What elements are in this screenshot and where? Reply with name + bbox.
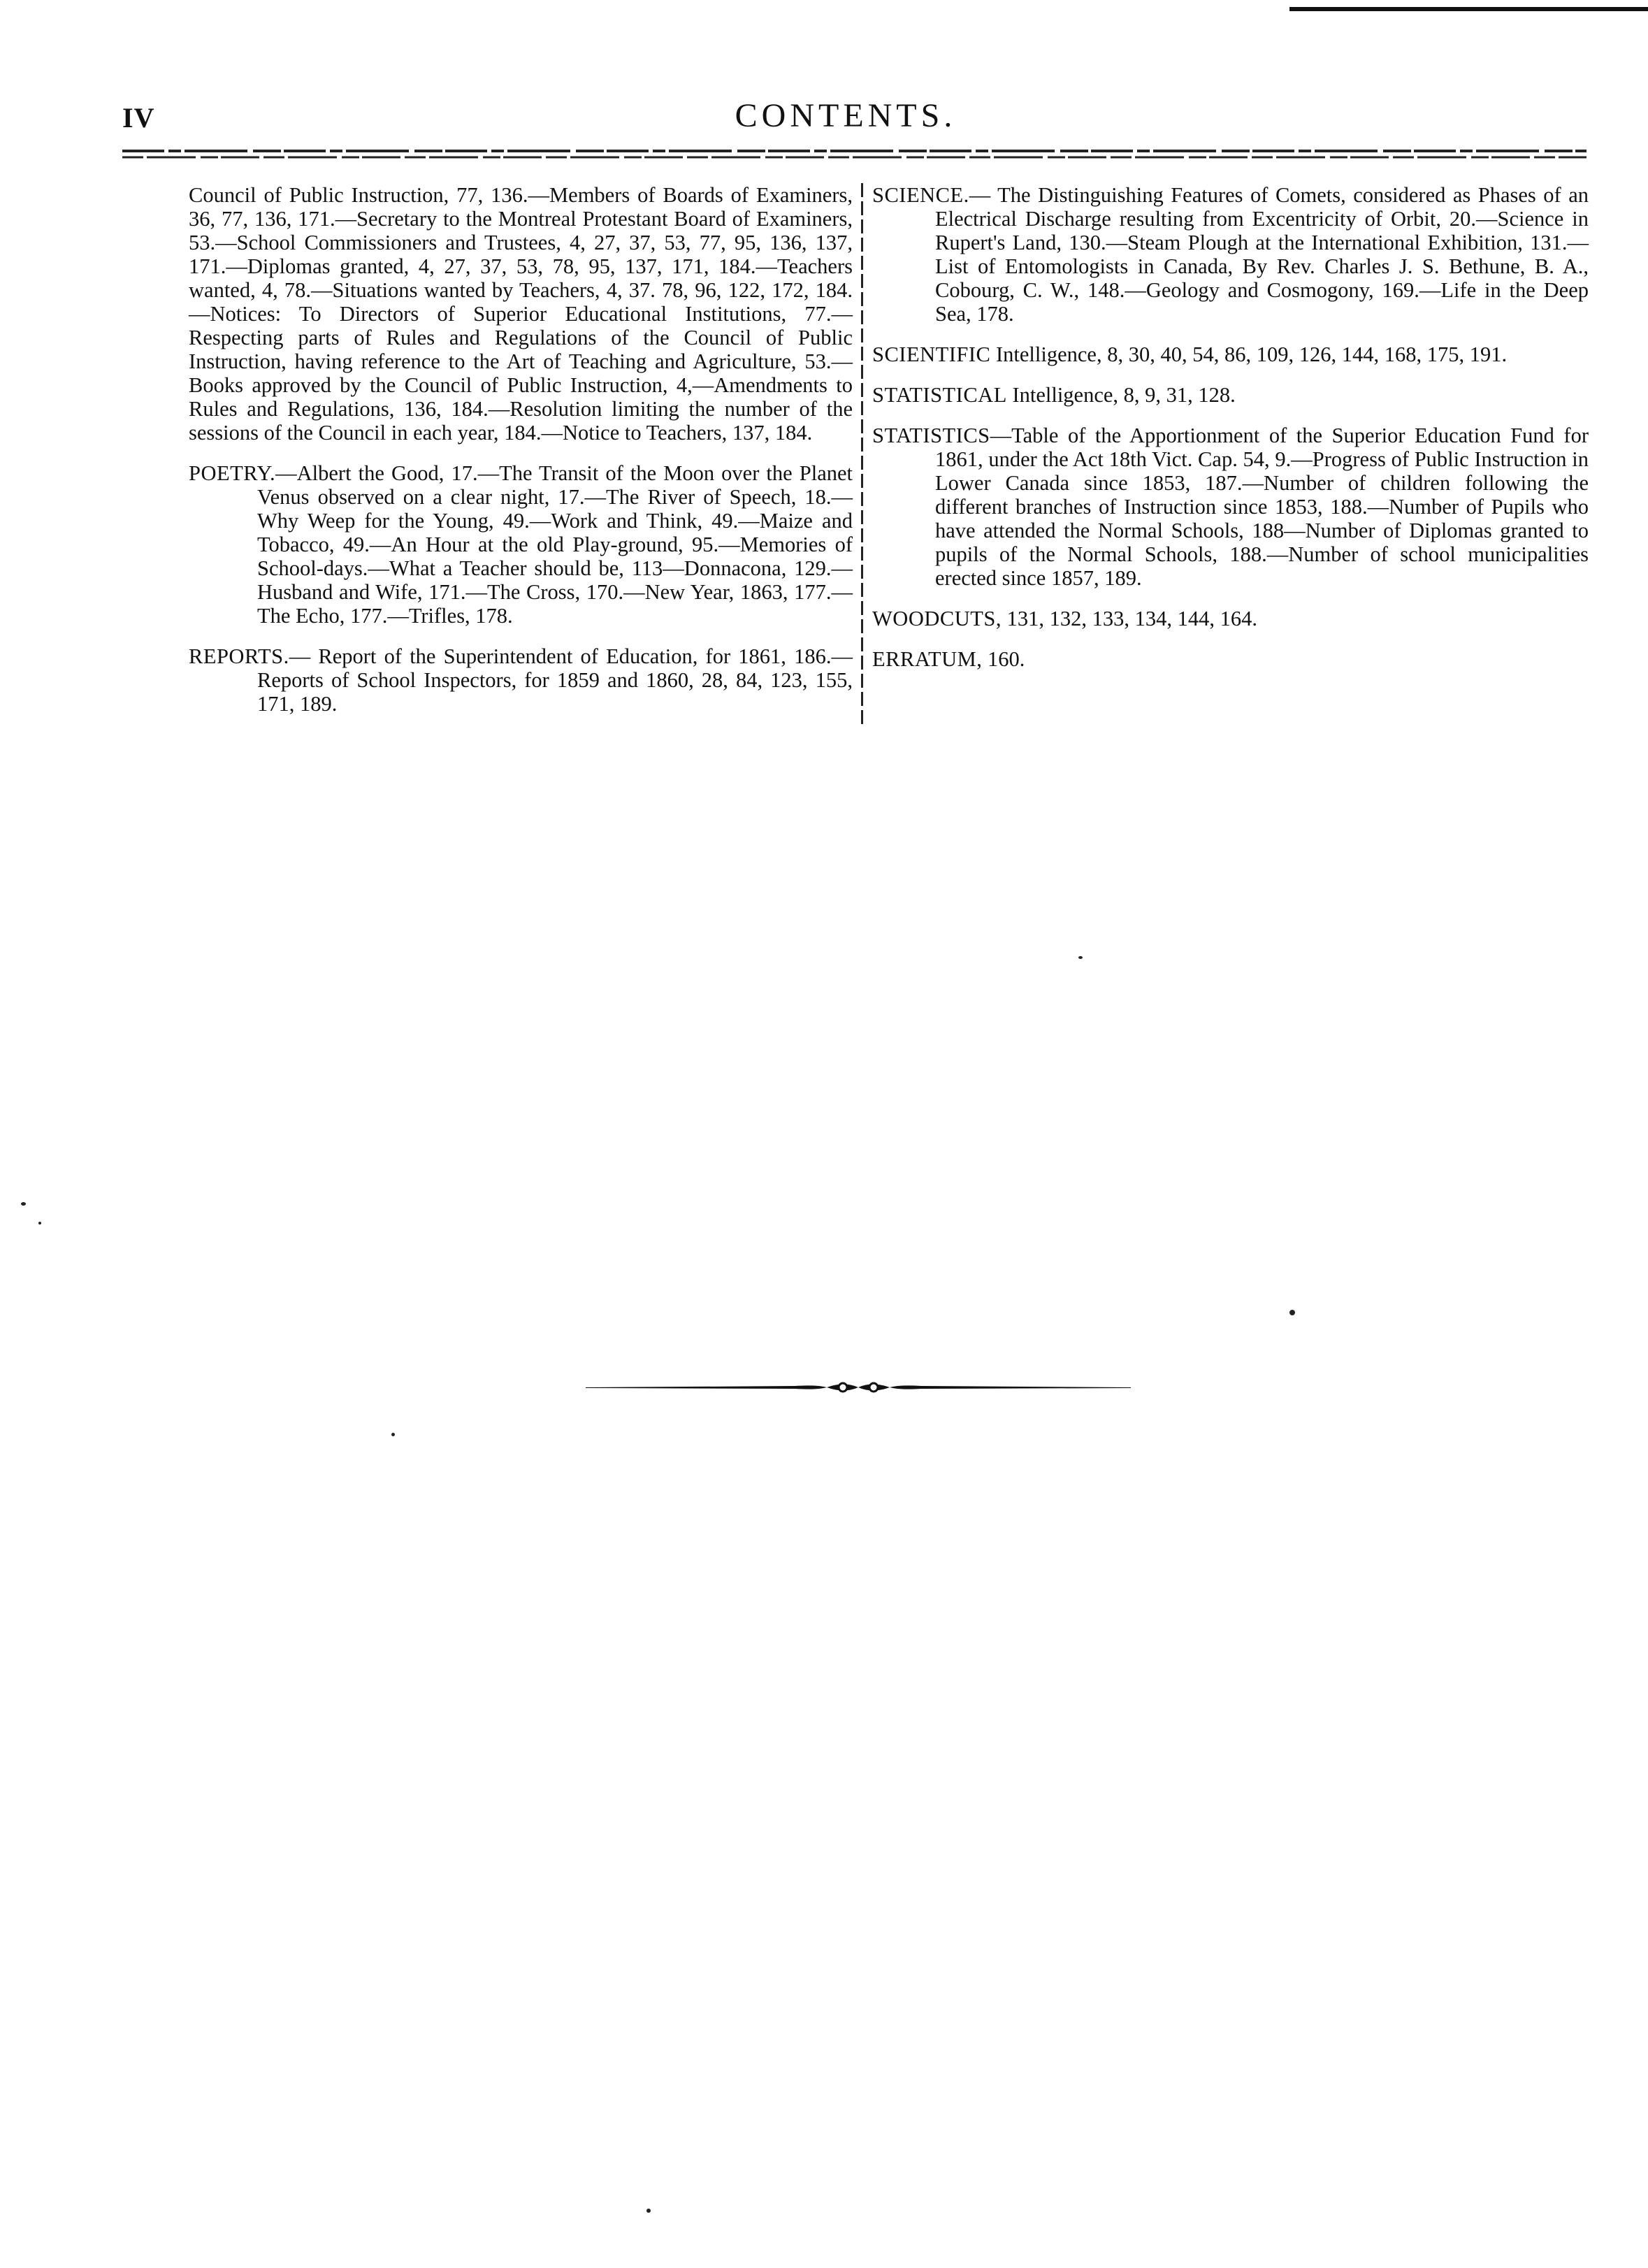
poetry-entry: [189, 461, 853, 628]
council-entry-continuation: Council of Public Instruction, 77, 136.—Members of Boards of Examiners, 36, 77, 136, 171.—Secretary to the Montreal Protestant Board of Examiners, 53.—School Commissioners and Trustees, 4, 27, 37, 53, 77, 95, 136, 137, 171.—Diplomas granted, 4, 27, 37, 53, 78, 95, 137, 171, 184.—Teachers wanted, 4, 78.—Situations wanted by Teachers, 4, 37. 78, 96, 122, 172, 184.—Notices: To Directors of Superior Educational Institutions, 77.—Respecting parts of Rules and Regulations of the Council of Public Instruction, having reference to the Art of Teaching and Agriculture, 53.—Books approved by the Council of Public Instruction, 4,—Amendments to Rules and Regulations, 136, 184.—Resolution limiting the number of the sessions of the Council in each year, 184.—Notice to Teachers, 137, 184.: [189, 183, 853, 445]
science-heading: SCIENCE.: [872, 183, 969, 207]
woodcuts-heading: WOODCUTS,: [872, 607, 1002, 630]
contents-left-column: [189, 183, 853, 732]
scientific-heading: SCIENTIFIC: [872, 342, 991, 366]
page-number: IV: [122, 102, 155, 133]
speck-mark: [646, 2209, 651, 2213]
reports-heading: REPORTS.: [189, 644, 289, 668]
speck-mark: [21, 1202, 26, 1206]
speck-mark: [38, 1222, 41, 1225]
erratum-heading: ERRATUM,: [872, 647, 983, 671]
science-entry: [872, 183, 1589, 326]
scientific-text: Intelligence, 8, 30, 40, 54, 86, 109, 126, 144, 168, 175, 191.: [990, 342, 1508, 366]
science-text: — The Distinguishing Features of Comets, considered as Phases of an Electrical Discharge resulting from Excentricity of Orbit, 20.—Science in Rupert's Land, 130.—Steam Plough at the International Exhibition, 131.—List of Entomologists in Canada, By Rev. Charles J. S. Bethune, B. A., Cobourg, C. W., 148.—Geology and Cosmogony, 169.—Life in the Deep Sea, 178.: [935, 183, 1589, 326]
erratum-text: 160.: [982, 647, 1025, 671]
column-divider: [861, 183, 863, 725]
contents-right-column: [872, 183, 1589, 688]
top-corner-rule: [1289, 7, 1648, 11]
statistical-heading: STATISTICAL: [872, 383, 1007, 407]
page-title: CONTENTS.: [735, 97, 957, 134]
scientific-entry: [872, 342, 1589, 366]
statistics-text: —Table of the Apportionment of the Superior Education Fund for 1861, under the Act 18th Vict. Cap. 54, 9.—Progress of Public Instruction in Lower Canada since 1853, 187.—Number of children following the different branches of Instruction since 1853, 188.—Number of Pupils who have attended the Normal Schools, 188—Number of Diplomas granted to pupils of the Normal Schools, 188.—Number of school municipalities erected since 1857, 189.: [935, 424, 1589, 590]
woodcuts-text: 131, 132, 133, 134, 144, 164.: [1001, 607, 1257, 630]
header-rule: [122, 148, 1586, 162]
reports-entry: [189, 644, 853, 716]
erratum-entry: [872, 647, 1589, 671]
statistics-heading: STATISTICS: [872, 424, 990, 447]
reports-text: — Report of the Superintendent of Education, for 1861, 186.—Reports of School Inspectors, for 1859 and 1860, 28, 84, 123, 155, 171, 189.: [257, 644, 853, 716]
speck-mark: [1289, 1310, 1295, 1315]
poetry-heading: POETRY.: [189, 461, 276, 485]
statistics-entry: [872, 424, 1589, 590]
speck-mark: [391, 1433, 395, 1436]
ornamental-divider: [586, 1378, 1131, 1396]
poetry-text: —Albert the Good, 17.—The Transit of the Moon over the Planet Venus observed on a clear night, 17.—The River of Speech, 18.—Why Weep for the Young, 49.—Work and Think, 49.—Maize and Tobacco, 49.—An Hour at the old Play-ground, 95.—Memories of School-days.—What a Teacher should be, 113—Donnacona, 129.—Husband and Wife, 171.—The Cross, 170.—New Year, 1863, 177.—The Echo, 177.—Trifles, 178.: [257, 461, 853, 628]
statistical-text: Intelligence, 8, 9, 31, 128.: [1006, 383, 1236, 407]
statistical-entry: [872, 383, 1589, 407]
woodcuts-entry: [872, 607, 1589, 630]
speck-mark: [1078, 956, 1083, 959]
